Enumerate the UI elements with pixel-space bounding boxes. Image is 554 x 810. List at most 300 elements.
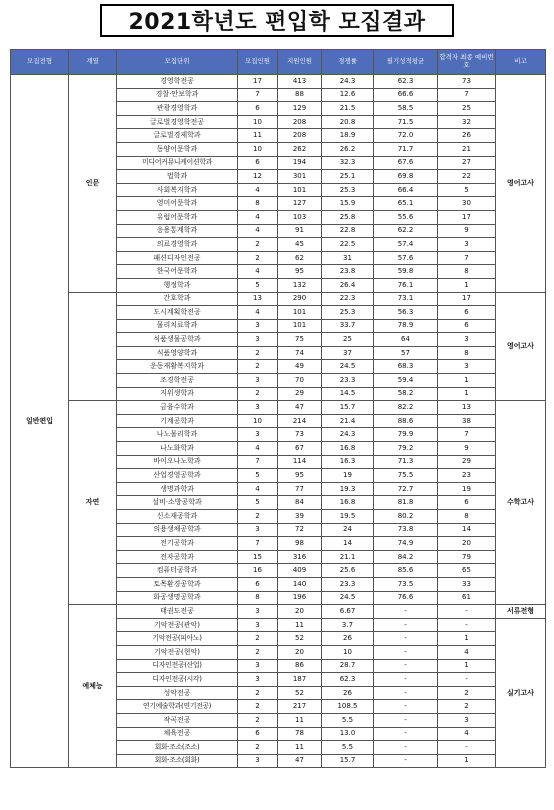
- quota-cell: 3: [238, 374, 278, 388]
- applicants-cell: 101: [278, 306, 322, 320]
- unit-cell: 관광경영학과: [117, 102, 238, 116]
- unit-cell: 회화·조소(회화): [117, 754, 238, 768]
- ratio-cell: 19.5: [322, 510, 374, 524]
- ratio-cell: 25.8: [322, 210, 374, 224]
- written-average-cell: 65.1: [374, 197, 438, 211]
- header-admission-type: 모집전형: [11, 50, 69, 75]
- ratio-cell: 26: [322, 686, 374, 700]
- waitlist-cell: 1: [438, 374, 496, 388]
- quota-cell: 4: [238, 265, 278, 279]
- written-average-cell: 72.0: [374, 129, 438, 143]
- unit-cell: 물리치료학과: [117, 319, 238, 333]
- quota-cell: 13: [238, 292, 278, 306]
- unit-cell: 토목환경공학과: [117, 577, 238, 591]
- quota-cell: 5: [238, 469, 278, 483]
- waitlist-cell: 3: [438, 360, 496, 374]
- waitlist-cell: 8: [438, 510, 496, 524]
- quota-cell: 2: [238, 700, 278, 714]
- applicants-cell: 45: [278, 238, 322, 252]
- remarks-cell: 영어고사: [496, 75, 546, 293]
- waitlist-cell: 7: [438, 428, 496, 442]
- applicants-cell: 73: [278, 428, 322, 442]
- unit-cell: 체육전공: [117, 727, 238, 741]
- unit-cell: 조경학전공: [117, 374, 238, 388]
- applicants-cell: 84: [278, 496, 322, 510]
- unit-cell: 기악전공(피아노): [117, 632, 238, 646]
- unit-cell: 미디어커뮤니케이션학과: [117, 156, 238, 170]
- written-average-cell: -: [374, 659, 438, 673]
- quota-cell: 6: [238, 577, 278, 591]
- written-average-cell: -: [374, 618, 438, 632]
- waitlist-cell: 8: [438, 265, 496, 279]
- unit-cell: 경영학전공: [117, 75, 238, 89]
- unit-cell: 응용통계학과: [117, 224, 238, 238]
- written-average-cell: 76.6: [374, 591, 438, 605]
- ratio-cell: 13.0: [322, 727, 374, 741]
- applicants-cell: 52: [278, 632, 322, 646]
- quota-cell: 2: [238, 713, 278, 727]
- applicants-cell: 11: [278, 618, 322, 632]
- ratio-cell: 14.5: [322, 387, 374, 401]
- unit-cell: 전기공학과: [117, 537, 238, 551]
- waitlist-cell: 22: [438, 170, 496, 184]
- quota-cell: 4: [238, 183, 278, 197]
- written-average-cell: 57: [374, 346, 438, 360]
- ratio-cell: 3.7: [322, 618, 374, 632]
- applicants-cell: 103: [278, 210, 322, 224]
- unit-cell: 화공생명공학과: [117, 591, 238, 605]
- unit-cell: 금융수학과: [117, 401, 238, 415]
- applicants-cell: 88: [278, 88, 322, 102]
- unit-cell: 간호학과: [117, 292, 238, 306]
- remarks-cell: 서류전형: [496, 605, 546, 619]
- waitlist-cell: 30: [438, 197, 496, 211]
- unit-cell: 연기예술학과(연기전공): [117, 700, 238, 714]
- ratio-cell: 22.3: [322, 292, 374, 306]
- quota-cell: 4: [238, 224, 278, 238]
- written-average-cell: 67.6: [374, 156, 438, 170]
- written-average-cell: 59.8: [374, 265, 438, 279]
- ratio-cell: 21.1: [322, 550, 374, 564]
- field-cell: 자연: [69, 401, 117, 605]
- ratio-cell: 37: [322, 346, 374, 360]
- ratio-cell: 24.5: [322, 360, 374, 374]
- table-row: [11, 605, 546, 619]
- waitlist-cell: 1: [438, 632, 496, 646]
- applicants-cell: 262: [278, 142, 322, 156]
- waitlist-cell: 33: [438, 577, 496, 591]
- applicants-cell: 132: [278, 278, 322, 292]
- written-average-cell: -: [374, 605, 438, 619]
- ratio-cell: 19: [322, 469, 374, 483]
- applicants-cell: 20: [278, 605, 322, 619]
- unit-cell: 법학과: [117, 170, 238, 184]
- unit-cell: 태권도전공: [117, 605, 238, 619]
- quota-cell: 3: [238, 523, 278, 537]
- unit-cell: 의료경영학과: [117, 238, 238, 252]
- applicants-cell: 208: [278, 115, 322, 129]
- written-average-cell: -: [374, 700, 438, 714]
- quota-cell: 17: [238, 75, 278, 89]
- written-average-cell: 62.3: [374, 75, 438, 89]
- quota-cell: 6: [238, 102, 278, 116]
- table-row: [11, 75, 546, 89]
- written-average-cell: 73.5: [374, 577, 438, 591]
- quota-cell: 10: [238, 115, 278, 129]
- quota-cell: 3: [238, 428, 278, 442]
- unit-cell: 전자공학과: [117, 550, 238, 564]
- ratio-cell: 15.7: [322, 401, 374, 415]
- waitlist-cell: 1: [438, 659, 496, 673]
- admission-type-cell: 일반편입: [11, 75, 69, 768]
- waitlist-cell: 6: [438, 319, 496, 333]
- waitlist-cell: 1: [438, 278, 496, 292]
- waitlist-cell: 6: [438, 496, 496, 510]
- applicants-cell: 11: [278, 713, 322, 727]
- quota-cell: 2: [238, 346, 278, 360]
- written-average-cell: -: [374, 645, 438, 659]
- applicants-cell: 409: [278, 564, 322, 578]
- unit-cell: 사회복지학과: [117, 183, 238, 197]
- ratio-cell: 25: [322, 333, 374, 347]
- quota-cell: 5: [238, 496, 278, 510]
- quota-cell: 5: [238, 278, 278, 292]
- written-average-cell: 71.7: [374, 142, 438, 156]
- applicants-cell: 78: [278, 727, 322, 741]
- quota-cell: 4: [238, 306, 278, 320]
- written-average-cell: 59.4: [374, 374, 438, 388]
- applicants-cell: 47: [278, 754, 322, 768]
- ratio-cell: 5.5: [322, 713, 374, 727]
- waitlist-cell: 79: [438, 550, 496, 564]
- unit-cell: 나노물리학과: [117, 428, 238, 442]
- ratio-cell: 26: [322, 632, 374, 646]
- unit-cell: 도시계획학전공: [117, 306, 238, 320]
- written-average-cell: 71.3: [374, 455, 438, 469]
- unit-cell: 생명과학과: [117, 482, 238, 496]
- unit-cell: 설비·소방공학과: [117, 496, 238, 510]
- waitlist-cell: 20: [438, 537, 496, 551]
- written-average-cell: 57.4: [374, 238, 438, 252]
- field-cell: 예체능: [69, 605, 117, 768]
- waitlist-cell: 17: [438, 210, 496, 224]
- waitlist-cell: -: [438, 673, 496, 687]
- applicants-cell: 67: [278, 442, 322, 456]
- ratio-cell: 21.5: [322, 102, 374, 116]
- applicants-cell: 39: [278, 510, 322, 524]
- ratio-cell: 15.9: [322, 197, 374, 211]
- written-average-cell: 84.2: [374, 550, 438, 564]
- waitlist-cell: 1: [438, 754, 496, 768]
- unit-cell: 산업경영공학과: [117, 469, 238, 483]
- applicants-cell: 194: [278, 156, 322, 170]
- quota-cell: 2: [238, 238, 278, 252]
- written-average-cell: 56.3: [374, 306, 438, 320]
- unit-cell: 운동재활복지학과: [117, 360, 238, 374]
- header-field: 계열: [69, 50, 117, 75]
- waitlist-cell: 9: [438, 224, 496, 238]
- applicants-cell: 98: [278, 537, 322, 551]
- applicants-cell: 140: [278, 577, 322, 591]
- applicants-cell: 208: [278, 129, 322, 143]
- quota-cell: 12: [238, 170, 278, 184]
- quota-cell: 3: [238, 659, 278, 673]
- waitlist-cell: 17: [438, 292, 496, 306]
- ratio-cell: 25.3: [322, 183, 374, 197]
- quota-cell: 11: [238, 129, 278, 143]
- written-average-cell: -: [374, 686, 438, 700]
- ratio-cell: 28.7: [322, 659, 374, 673]
- quota-cell: 2: [238, 360, 278, 374]
- applicants-cell: 75: [278, 333, 322, 347]
- applicants-cell: 316: [278, 550, 322, 564]
- unit-cell: 행정학과: [117, 278, 238, 292]
- waitlist-cell: -: [438, 605, 496, 619]
- ratio-cell: 33.7: [322, 319, 374, 333]
- ratio-cell: 108.5: [322, 700, 374, 714]
- header-waitlist-number: 합격자 최종 예비번호: [438, 50, 496, 75]
- written-average-cell: 79.9: [374, 428, 438, 442]
- applicants-cell: 95: [278, 265, 322, 279]
- waitlist-cell: 6: [438, 306, 496, 320]
- table-row: [11, 401, 546, 415]
- results-table: [10, 49, 546, 768]
- written-average-cell: 73.1: [374, 292, 438, 306]
- waitlist-cell: 19: [438, 482, 496, 496]
- page-title: 2021학년도 편입학 모집결과: [128, 10, 426, 35]
- unit-cell: 성악전공: [117, 686, 238, 700]
- applicants-cell: 62: [278, 251, 322, 265]
- ratio-cell: 25.1: [322, 170, 374, 184]
- written-average-cell: 72.7: [374, 482, 438, 496]
- ratio-cell: 21.4: [322, 414, 374, 428]
- written-average-cell: 85.6: [374, 564, 438, 578]
- written-average-cell: 66.6: [374, 88, 438, 102]
- title-box: [100, 4, 454, 37]
- table-body: [11, 75, 546, 768]
- unit-cell: 컴퓨터공학과: [117, 564, 238, 578]
- quota-cell: 15: [238, 550, 278, 564]
- ratio-cell: 26.2: [322, 142, 374, 156]
- header-quota: 모집인원: [238, 50, 278, 75]
- unit-cell: 작곡전공: [117, 713, 238, 727]
- applicants-cell: 196: [278, 591, 322, 605]
- quota-cell: 3: [238, 319, 278, 333]
- quota-cell: 3: [238, 618, 278, 632]
- quota-cell: 2: [238, 387, 278, 401]
- waitlist-cell: 2: [438, 700, 496, 714]
- written-average-cell: 66.4: [374, 183, 438, 197]
- unit-cell: 디자인전공(시각): [117, 673, 238, 687]
- written-average-cell: 62.2: [374, 224, 438, 238]
- ratio-cell: 23.3: [322, 577, 374, 591]
- ratio-cell: 26.4: [322, 278, 374, 292]
- header-unit: 모집단위: [117, 50, 238, 75]
- unit-cell: 유럽어문학과: [117, 210, 238, 224]
- waitlist-cell: 25: [438, 102, 496, 116]
- quota-cell: 8: [238, 591, 278, 605]
- written-average-cell: 81.8: [374, 496, 438, 510]
- unit-cell: 기악전공(현악): [117, 645, 238, 659]
- field-cell: 인문: [69, 75, 117, 293]
- ratio-cell: 22.5: [322, 238, 374, 252]
- ratio-cell: 16.8: [322, 442, 374, 456]
- quota-cell: 4: [238, 210, 278, 224]
- unit-cell: 식품영양학과: [117, 346, 238, 360]
- applicants-cell: 301: [278, 170, 322, 184]
- waitlist-cell: 23: [438, 469, 496, 483]
- quota-cell: 10: [238, 414, 278, 428]
- applicants-cell: 413: [278, 75, 322, 89]
- unit-cell: 기계공학과: [117, 414, 238, 428]
- written-average-cell: 74.9: [374, 537, 438, 551]
- ratio-cell: 22.8: [322, 224, 374, 238]
- unit-cell: 경찰·안보학과: [117, 88, 238, 102]
- header-remarks: 비고: [496, 50, 546, 75]
- waitlist-cell: 13: [438, 401, 496, 415]
- waitlist-cell: 1: [438, 387, 496, 401]
- ratio-cell: 24.3: [322, 428, 374, 442]
- quota-cell: 16: [238, 564, 278, 578]
- ratio-cell: 5.5: [322, 741, 374, 755]
- table-row: [11, 292, 546, 306]
- header-ratio: 경쟁률: [322, 50, 374, 75]
- unit-cell: 바이오나노학과: [117, 455, 238, 469]
- written-average-cell: 58.5: [374, 102, 438, 116]
- written-average-cell: 73.8: [374, 523, 438, 537]
- unit-cell: 영미어문학과: [117, 197, 238, 211]
- unit-cell: 글로벌경영학전공: [117, 115, 238, 129]
- quota-cell: 8: [238, 197, 278, 211]
- written-average-cell: 82.2: [374, 401, 438, 415]
- written-average-cell: -: [374, 673, 438, 687]
- applicants-cell: 290: [278, 292, 322, 306]
- written-average-cell: -: [374, 727, 438, 741]
- ratio-cell: 25.6: [322, 564, 374, 578]
- applicants-cell: 114: [278, 455, 322, 469]
- quota-cell: 3: [238, 673, 278, 687]
- quota-cell: 3: [238, 754, 278, 768]
- quota-cell: 2: [238, 632, 278, 646]
- ratio-cell: 32.3: [322, 156, 374, 170]
- unit-cell: 패션디자인전공: [117, 251, 238, 265]
- waitlist-cell: 5: [438, 183, 496, 197]
- waitlist-cell: 29: [438, 455, 496, 469]
- quota-cell: 6: [238, 156, 278, 170]
- written-average-cell: 71.5: [374, 115, 438, 129]
- waitlist-cell: 21: [438, 142, 496, 156]
- written-average-cell: 68.3: [374, 360, 438, 374]
- unit-cell: 동양어문학과: [117, 142, 238, 156]
- waitlist-cell: 8: [438, 346, 496, 360]
- unit-cell: 디자인전공(산업): [117, 659, 238, 673]
- quota-cell: 2: [238, 741, 278, 755]
- quota-cell: 2: [238, 510, 278, 524]
- waitlist-cell: -: [438, 618, 496, 632]
- applicants-cell: 47: [278, 401, 322, 415]
- ratio-cell: 31: [322, 251, 374, 265]
- ratio-cell: 23.8: [322, 265, 374, 279]
- written-average-cell: 88.6: [374, 414, 438, 428]
- unit-cell: 글로벌경제학과: [117, 129, 238, 143]
- quota-cell: 3: [238, 333, 278, 347]
- applicants-cell: 86: [278, 659, 322, 673]
- applicants-cell: 29: [278, 387, 322, 401]
- quota-cell: 2: [238, 251, 278, 265]
- waitlist-cell: 3: [438, 713, 496, 727]
- written-average-cell: 80.2: [374, 510, 438, 524]
- unit-cell: 의용생체공학과: [117, 523, 238, 537]
- applicants-cell: 49: [278, 360, 322, 374]
- applicants-cell: 11: [278, 741, 322, 755]
- ratio-cell: 15.7: [322, 754, 374, 768]
- quota-cell: 2: [238, 686, 278, 700]
- written-average-cell: -: [374, 754, 438, 768]
- unit-cell: 회화·조소(조소): [117, 741, 238, 755]
- ratio-cell: 19.3: [322, 482, 374, 496]
- waitlist-cell: 27: [438, 156, 496, 170]
- applicants-cell: 214: [278, 414, 322, 428]
- field-cell: [69, 292, 117, 401]
- ratio-cell: 16.3: [322, 455, 374, 469]
- waitlist-cell: -: [438, 741, 496, 755]
- applicants-cell: 70: [278, 374, 322, 388]
- waitlist-cell: 3: [438, 333, 496, 347]
- quota-cell: 7: [238, 88, 278, 102]
- written-average-cell: -: [374, 741, 438, 755]
- unit-cell: 지위생학과: [117, 387, 238, 401]
- written-average-cell: 55.6: [374, 210, 438, 224]
- quota-cell: 3: [238, 605, 278, 619]
- ratio-cell: 25.3: [322, 306, 374, 320]
- quota-cell: 2: [238, 645, 278, 659]
- quota-cell: 7: [238, 455, 278, 469]
- waitlist-cell: 7: [438, 88, 496, 102]
- waitlist-cell: 73: [438, 75, 496, 89]
- remarks-cell: 영어고사: [496, 292, 546, 401]
- waitlist-cell: 14: [438, 523, 496, 537]
- unit-cell: 한국어문학과: [117, 265, 238, 279]
- waitlist-cell: 26: [438, 129, 496, 143]
- waitlist-cell: 3: [438, 238, 496, 252]
- applicants-cell: 77: [278, 482, 322, 496]
- ratio-cell: 24.5: [322, 591, 374, 605]
- applicants-cell: 101: [278, 319, 322, 333]
- quota-cell: 6: [238, 727, 278, 741]
- remarks-cell: 실기고사: [496, 618, 546, 768]
- applicants-cell: 91: [278, 224, 322, 238]
- waitlist-cell: 7: [438, 251, 496, 265]
- applicants-cell: 129: [278, 102, 322, 116]
- applicants-cell: 187: [278, 673, 322, 687]
- header-written-average: 필기성적평균: [374, 50, 438, 75]
- applicants-cell: 101: [278, 183, 322, 197]
- applicants-cell: 74: [278, 346, 322, 360]
- waitlist-cell: 4: [438, 727, 496, 741]
- unit-cell: 나노화학과: [117, 442, 238, 456]
- waitlist-cell: 38: [438, 414, 496, 428]
- header-applicants: 지원인원: [278, 50, 322, 75]
- ratio-cell: 18.9: [322, 129, 374, 143]
- quota-cell: 4: [238, 442, 278, 456]
- unit-cell: 신소재공학과: [117, 510, 238, 524]
- written-average-cell: 78.9: [374, 319, 438, 333]
- applicants-cell: 95: [278, 469, 322, 483]
- waitlist-cell: 9: [438, 442, 496, 456]
- unit-cell: 식품생물공학과: [117, 333, 238, 347]
- applicants-cell: 72: [278, 523, 322, 537]
- ratio-cell: 6.67: [322, 605, 374, 619]
